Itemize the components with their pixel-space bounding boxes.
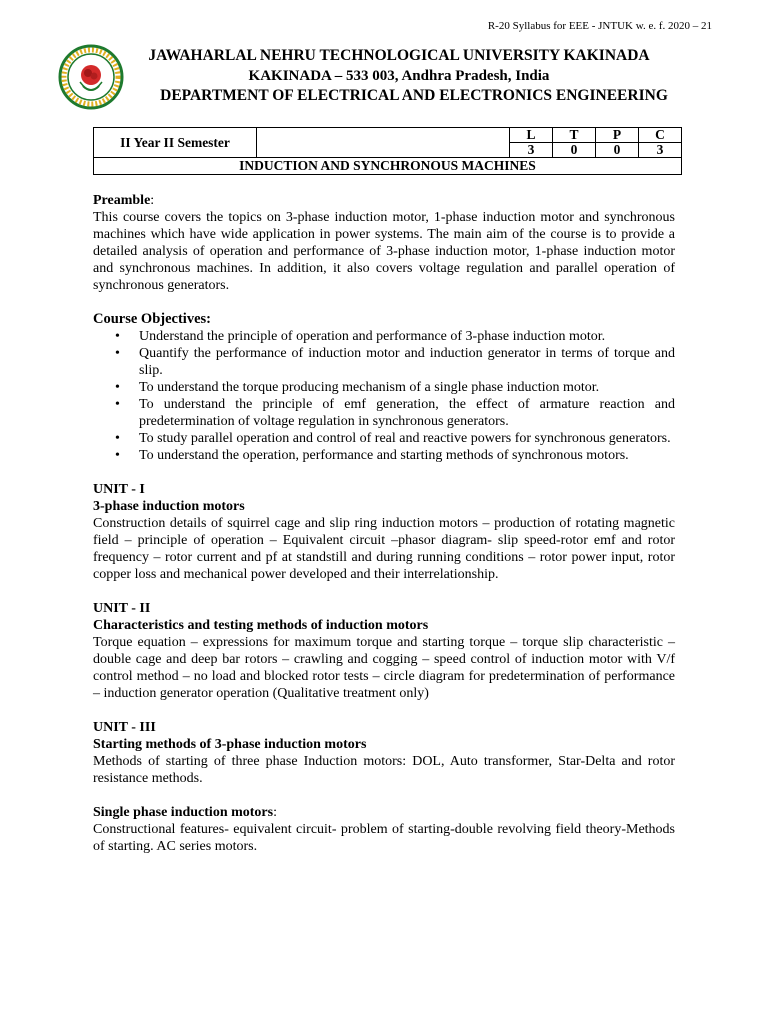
unit-1-text: Construction details of squirrel cage and slip ring induction motors – production of rotating magnetic field – principle of operation – Equivalent circuit –phasor diagram- slip speed-rotor emf and rotor frequency – rotor current and pf at standstill and during running conditions – rotor power input, rotor copper loss and mechanical power developed and their interrelationship. bbox=[93, 516, 675, 582]
university-address: KAKINADA – 533 003, Andhra Pradesh, India bbox=[248, 68, 550, 84]
objective-item bbox=[115, 447, 675, 464]
header-T: T bbox=[553, 128, 596, 143]
semester-cell: II Year II Semester bbox=[94, 128, 257, 158]
unit-3-sub-title: Single phase induction motors bbox=[93, 805, 274, 820]
value-L: 3 bbox=[510, 143, 553, 158]
course-info-table bbox=[93, 127, 682, 175]
unit-2-title: Characteristics and testing methods of induction motors bbox=[93, 618, 429, 633]
objective-text: Quantify the performance of induction motor and induction generator in terms of torque and slip. bbox=[139, 346, 675, 378]
objective-item bbox=[115, 430, 675, 447]
university-name: JAWAHARLAL NEHRU TECHNOLOGICAL UNIVERSITY KAKINADA bbox=[148, 47, 650, 64]
unit-3-label: UNIT - III bbox=[93, 720, 156, 735]
unit-2-text: Torque equation – expressions for maximum torque and starting torque – torque slip characteristic – double cage and deep bar rotors – crawling and cogging – speed control of induction motor with V/f control method – no load and blocked rotor tests – circle diagram for predetermination of performance – induction generator operation (Qualitative treatment only) bbox=[93, 635, 675, 701]
bullet: • bbox=[115, 397, 120, 412]
bullet: • bbox=[115, 346, 120, 361]
preamble-heading bbox=[93, 192, 675, 209]
objectives-list bbox=[93, 328, 675, 464]
blank-cell bbox=[257, 128, 510, 158]
value-P: 0 bbox=[596, 143, 639, 158]
unit-3-subheading bbox=[93, 804, 675, 821]
unit-3-text: Methods of starting of three phase Induction motors: DOL, Auto transformer, Star-Delta and rotor resistance methods. bbox=[93, 754, 675, 786]
unit-3-sub-text: Constructional features- equivalent circuit- problem of starting-double revolving field theory-Methods of starting. AC series motors. bbox=[93, 822, 675, 854]
course-name: INDUCTION AND SYNCHRONOUS MACHINES bbox=[94, 158, 682, 175]
unit-2-label: UNIT - II bbox=[93, 601, 151, 616]
objective-item bbox=[115, 345, 675, 379]
objective-item bbox=[115, 379, 675, 396]
objective-text: To study parallel operation and control of real and reactive powers for synchronous generators. bbox=[139, 431, 671, 446]
syllabus-content bbox=[93, 192, 675, 855]
unit-3-title: Starting methods of 3-phase induction motors bbox=[93, 737, 367, 752]
objective-text: To understand the torque producing mechanism of a single phase induction motor. bbox=[139, 380, 600, 395]
objective-text: Understand the principle of operation and performance of 3-phase induction motor. bbox=[139, 329, 606, 344]
value-C: 3 bbox=[639, 143, 682, 158]
bullet: • bbox=[115, 448, 120, 463]
bullet: • bbox=[115, 431, 120, 446]
value-T: 0 bbox=[553, 143, 596, 158]
objective-item bbox=[115, 396, 675, 430]
university-heading bbox=[110, 46, 688, 106]
department-name: DEPARTMENT OF ELECTRICAL AND ELECTRONICS ENGINEERING bbox=[160, 87, 668, 104]
preamble-text: This course covers the topics on 3-phase induction motor, 1-phase induction motor and synchronous machines which have wide application in power systems. The main aim of the course is to provide a detailed analysis of operation and performance of 3-phase induction motor, 1-phase induction motor and synchronous machines. In addition, it also covers voltage regulation and parallel operation of synchronous generators. bbox=[93, 210, 675, 293]
preamble-colon: : bbox=[150, 193, 155, 208]
objectives-title: Course Objectives: bbox=[93, 311, 211, 327]
running-header: R-20 Syllabus for EEE - JNTUK w. e. f. 2020 – 21 bbox=[487, 20, 712, 32]
unit-3-sub-colon: : bbox=[273, 805, 277, 820]
bullet: • bbox=[115, 329, 120, 344]
preamble-label: Preamble bbox=[93, 193, 151, 208]
objective-text: To understand the operation, performance and starting methods of synchronous motors. bbox=[139, 448, 629, 463]
objective-item bbox=[115, 328, 675, 345]
bullet: • bbox=[115, 380, 120, 395]
header-C: C bbox=[639, 128, 682, 143]
header-P: P bbox=[596, 128, 639, 143]
header-L: L bbox=[510, 128, 553, 143]
unit-1-title: 3-phase induction motors bbox=[93, 499, 245, 514]
unit-1-label: UNIT - I bbox=[93, 482, 145, 497]
objective-text: To understand the principle of emf generation, the effect of armature reaction and predetermination of voltage regulation in synchronous generators. bbox=[139, 397, 675, 429]
